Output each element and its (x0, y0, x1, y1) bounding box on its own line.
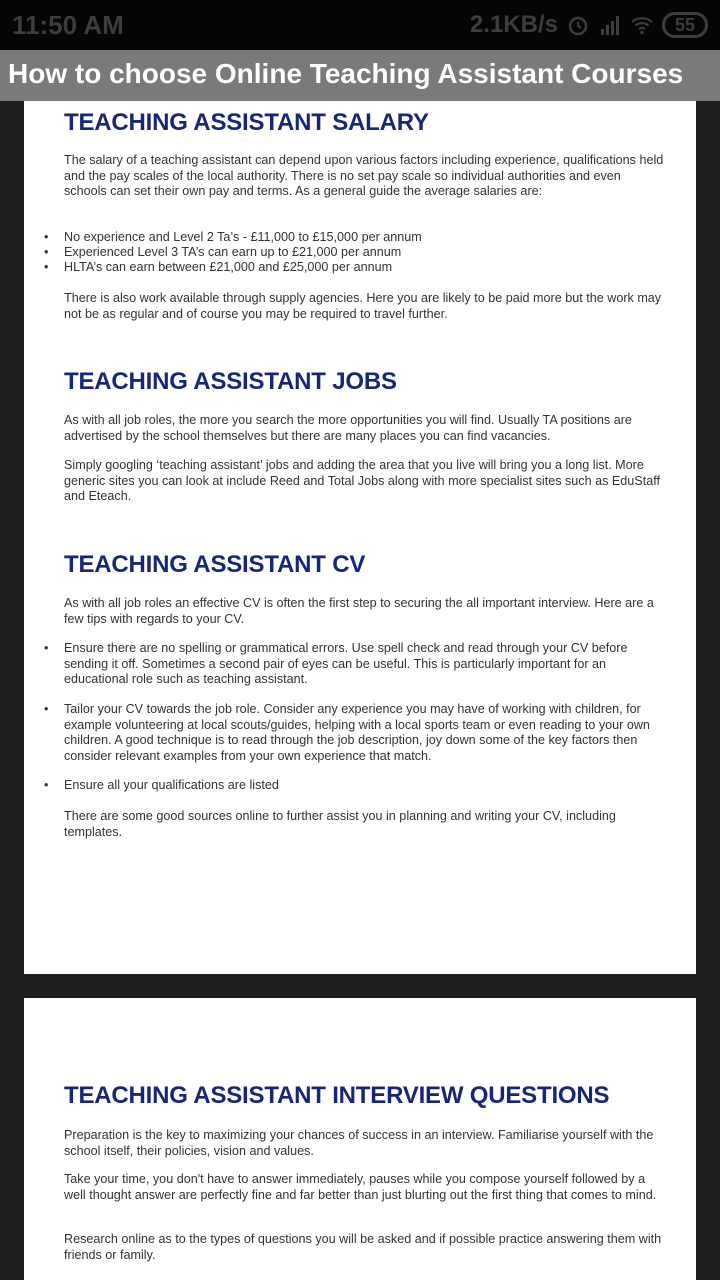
status-time: 11:50 AM (12, 10, 124, 40)
pdf-page-2[interactable] (24, 998, 696, 1280)
list-item: • Ensure all your qualifications are listed (44, 778, 279, 792)
page-title: How to choose Online Teaching Assistant Courses (8, 58, 684, 89)
battery-icon (662, 12, 708, 38)
salary-heading: TEACHING ASSISTANT SALARY (64, 109, 429, 136)
interview-paragraph-1: Preparation is the key to maximizing your chances of success in an interview. Familiarise yourself with the school itself, their policies, vision and values. (64, 1128, 654, 1158)
interview-paragraph-2: Take your time, you don't have to answer immediately, pauses while you compose yourself followed by a well thought answer are perfectly fine and far better than just blurting out the first thing that comes to mind. (64, 1172, 657, 1202)
list-item: • Tailor your CV towards the job role. Consider any experience you may have of working with children, for example volunteering at local scouts/guides, helping with a local sports team or even reading to your own children. A good technique is to read through the job description, joy down some of the key factors then consider relevant examples from your own experience that match. (44, 702, 650, 763)
battery-level: 55 (674, 15, 695, 35)
pdf-page-1[interactable] (24, 101, 696, 974)
interview-heading: TEACHING ASSISTANT INTERVIEW QUESTIONS (64, 1082, 610, 1109)
signal-icon (598, 13, 622, 37)
app-bar (0, 50, 720, 101)
wifi-icon (630, 13, 654, 37)
jobs-paragraph-1: As with all job roles, the more you search the more opportunities you will find. Usually TA positions are advertised by the school themselves but there are many places you can find vacancies. (64, 413, 632, 443)
salary-outro: There is also work available through supply agencies. Here you are likely to be paid more but the work may not be as regular and of course you may be required to travel further. (64, 291, 662, 321)
jobs-heading: TEACHING ASSISTANT JOBS (64, 368, 397, 395)
list-item: • Ensure there are no spelling or grammatical errors. Use spell check and read through your CV before sending it off. Sometimes a second pair of eyes can be useful. This is particularly important for an educational role such as teaching assistant. (44, 641, 628, 686)
cv-heading: TEACHING ASSISTANT CV (64, 551, 366, 578)
network-speed: 2.1KB/s (469, 11, 558, 38)
interview-paragraph-3: Research online as to the types of questions you will be asked and if possible practice answering them with friends or family. (64, 1232, 662, 1262)
list-item: • Experienced Level 3 TA’s can earn up to £21,000 per annum (44, 245, 402, 259)
status-bar (0, 0, 720, 50)
salary-intro: The salary of a teaching assistant can depend upon various factors including experience, qualifications held and the pay scales of the local authority. There is no set pay scale so individual authorities and even schools can set their own pay and terms. As a general guide the average salaries are: (64, 153, 664, 198)
status-icons (470, 10, 708, 40)
list-item: • HLTA’s can earn between £21,000 and £25,000 per annum (44, 260, 393, 274)
alarm-icon (566, 13, 590, 37)
jobs-paragraph-2: Simply googling ‘teaching assistant’ jobs and adding the area that you live will bring you a long list. More generic sites you can look at include Reed and Total Jobs along with more specialist sites such as EduStaff and Eteach. (64, 458, 660, 503)
cv-outro: There are some good sources online to further assist you in planning and writing your CV, including templates. (64, 809, 616, 839)
cv-intro: As with all job roles an effective CV is often the first step to securing the all important interview. Here are a few tips with regards to your CV. (64, 596, 654, 626)
list-item: • No experience and Level 2 Ta’s - £11,000 to £15,000 per annum (44, 230, 422, 244)
